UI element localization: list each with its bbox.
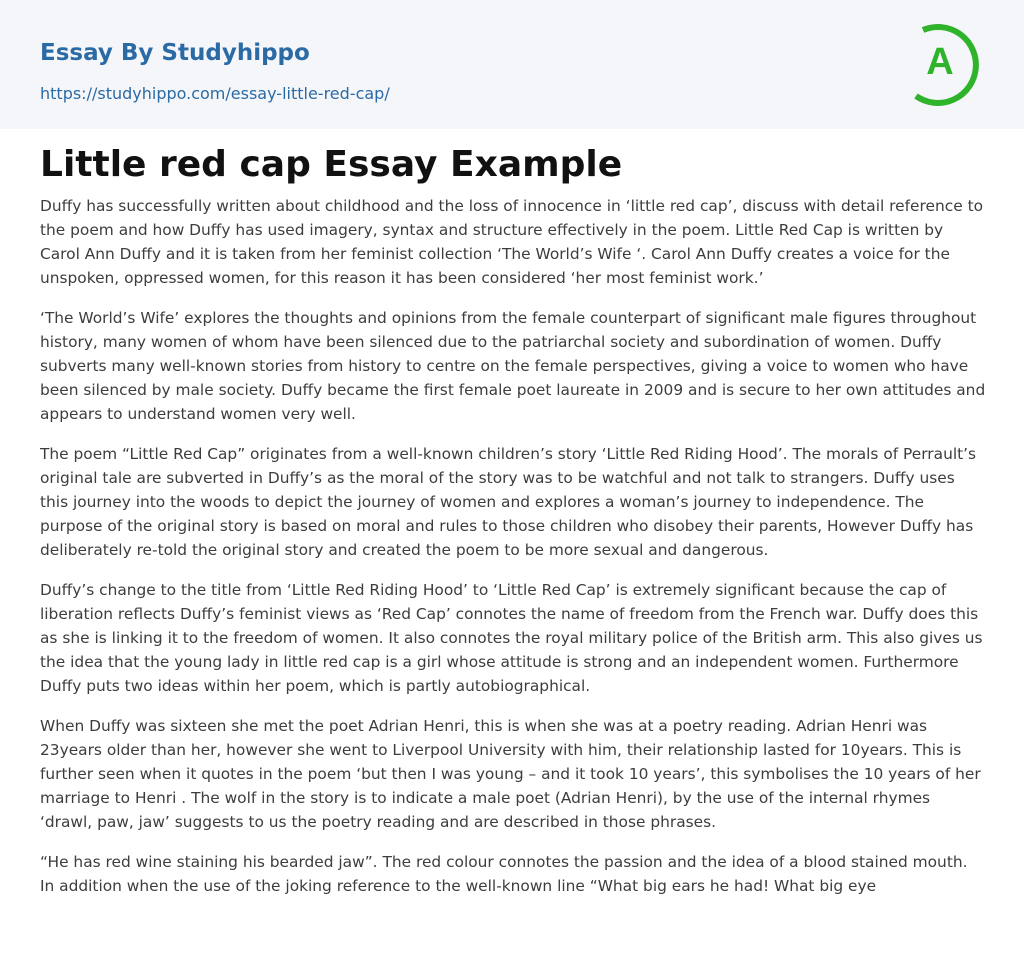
page-title: Little red cap Essay Example (40, 144, 623, 185)
essay-paragraph: The poem “Little Red Cap” originates from a well-known children’s story ‘Little Red Riding Hood’. The morals of Perrault’s original tale are subverted in Duffy’s as the moral of the story was to be watchful and not talk to strangers. Duffy uses this journey into the woods to depict the journey of women and explores a woman’s journey to independence. The purpose of the original story is based on moral and rules to those children who disobey their parents, However Duffy has deliberately re-told the original story and created the poem to be more sexual and dangerous. (40, 445, 977, 559)
essay-body (40, 194, 986, 979)
essay-paragraph: Duffy’s change to the title from ‘Little Red Riding Hood’ to ‘Little Red Cap’ is extremely significant because the cap of liberation reflects Duffy’s feminist views as ‘Red Cap’ connotes the name of freedom from the French war. Duffy does this as she is linking it to the freedom of women. It also connotes the royal military police of the British arm. This also gives us the idea that the young lady in little red cap is a girl whose attitude is strong and an independent women. Furthermore Duffy puts two ideas within her poem, which is partly autobiographical. (40, 581, 983, 695)
essay-paragraph: ‘The World’s Wife’ explores the thoughts and opinions from the female counterpart of significant male figures throughout history, many women of whom have been silenced due to the patriarchal society and subordination of women. Duffy subverts many well-known stories from history to centre on the female perspectives, giving a voice to women who have been silenced by male society. Duffy became the first female poet laureate in 2009 and is secure to her own attitudes and appears to understand women very well. (40, 309, 986, 423)
essay-paragraph: When Duffy was sixteen she met the poet Adrian Henri, this is when she was at a poetry reading. Adrian Henri was 23years older than her, however she went to Liverpool University with him, their relationship lasted for 10years. This is further seen when it quotes in the poem ‘but then I was young – and it took 10 years’, this symbolises the 10 years of her marriage to Henri . The wolf in the story is to indicate a male poet (Adrian Henri), by the use of the internal rhymes ‘drawl, paw, jaw’ suggests to us the poetry reading and are described in those phrases. (40, 717, 981, 831)
studyhippo-logo-icon[interactable] (910, 18, 988, 108)
essay-paragraph: “He has red wine staining his bearded jaw”. The red colour connotes the passion and the idea of a blood stained mouth. In addition when the use of the joking reference to the well-known line “What big ears he had! What big eye (40, 853, 968, 895)
site-title[interactable]: Essay By Studyhippo (40, 40, 310, 66)
essay-paragraph: Duffy has successfully written about childhood and the loss of innocence in ‘little red cap’, discuss with detail reference to the poem and how Duffy has used imagery, syntax and structure effectively in the poem. Little Red Cap is written by Carol Ann Duffy and it is taken from her feminist collection ‘The World’s Wife ‘. Carol Ann Duffy creates a voice for the unspoken, oppressed women, for this reason it has been considered ‘her most feminist work.’ (40, 197, 984, 287)
site-header (0, 0, 1024, 129)
essay-url-link[interactable]: https://studyhippo.com/essay-little-red-cap/ (40, 84, 390, 103)
logo-letter: A (926, 41, 954, 83)
